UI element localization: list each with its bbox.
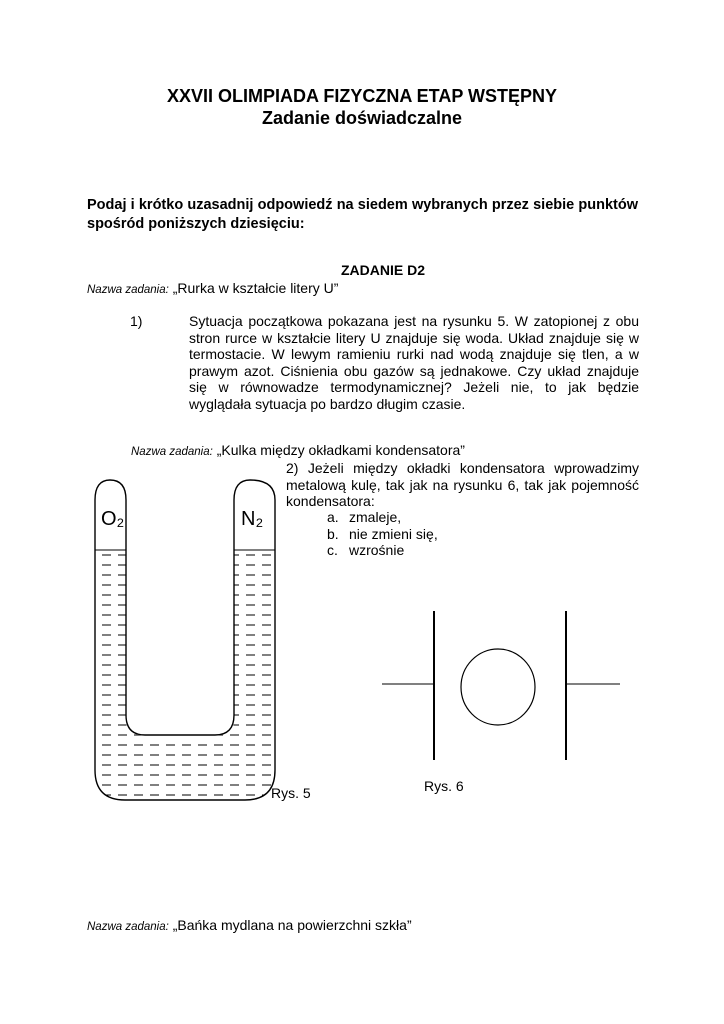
figure5-u-tube — [85, 470, 285, 815]
task3-name-line — [87, 917, 412, 933]
left-gas-label: O₂ — [101, 508, 125, 530]
figure6-capacitor — [380, 608, 625, 763]
task2-options — [327, 509, 438, 559]
document-subtitle: Zadanie doświadczalne — [261, 108, 463, 128]
right-gas-label: N₂ — [241, 508, 264, 530]
section-title: ZADANIE D2 — [340, 262, 425, 278]
instructions: Podaj i krótko uzasadnij odpowiedź na siedem wybranych przez siebie punktów spośród poniższych dziesięciu: — [87, 197, 638, 232]
option-b: b. nie zmieni się, — [327, 525, 438, 542]
task3-name: „Bańka mydlana na powierzchni szkła” — [172, 917, 412, 933]
metal-sphere — [461, 649, 535, 725]
task-label: Nazwa zadania: — [87, 921, 169, 933]
figure6-caption: Rys. 6 — [424, 778, 464, 794]
figure5-caption: Rys. 5 — [271, 785, 311, 801]
document-title: XXVII OLIMPIADA FIZYCZNA ETAP WSTĘPNY — [166, 86, 558, 106]
task1-text: Sytuacja początkowa pokazana jest na rysunku 5. W zatopionej z obu stron rurce w kształcie litery U znajduje się woda. Układ znajduje się w termostacie. W lewym ramieniu rurki nad wodą znajduje się tlen, a w prawym azot. Ciśnienia obu gazów są jednakowe. Czy układ znajduje się w równowadze termodynamicznej? Jeżeli nie, to jak będzie wyglądała sytuacja po bardzo długim czasie. — [189, 313, 639, 412]
task1-name: „Rurka w kształcie litery U” — [172, 280, 339, 296]
task-label: Nazwa zadania: — [87, 284, 169, 296]
task2-name-line — [131, 442, 465, 458]
task2-text: 2) Jeżeli między okładki kondensatora wprowadzimy metalową kulę, tak jak na rysunku 6, tak jak pojemność kondensatora: — [286, 460, 639, 510]
task1-name-line — [87, 280, 338, 296]
option-a: a. zmaleje, — [327, 509, 402, 525]
task-label: Nazwa zadania: — [131, 446, 213, 458]
task1-number: 1) — [130, 313, 143, 329]
task2-name: „Kulka między okładkami kondensatora” — [216, 442, 465, 458]
option-c: c. wzrośnie — [327, 542, 405, 559]
